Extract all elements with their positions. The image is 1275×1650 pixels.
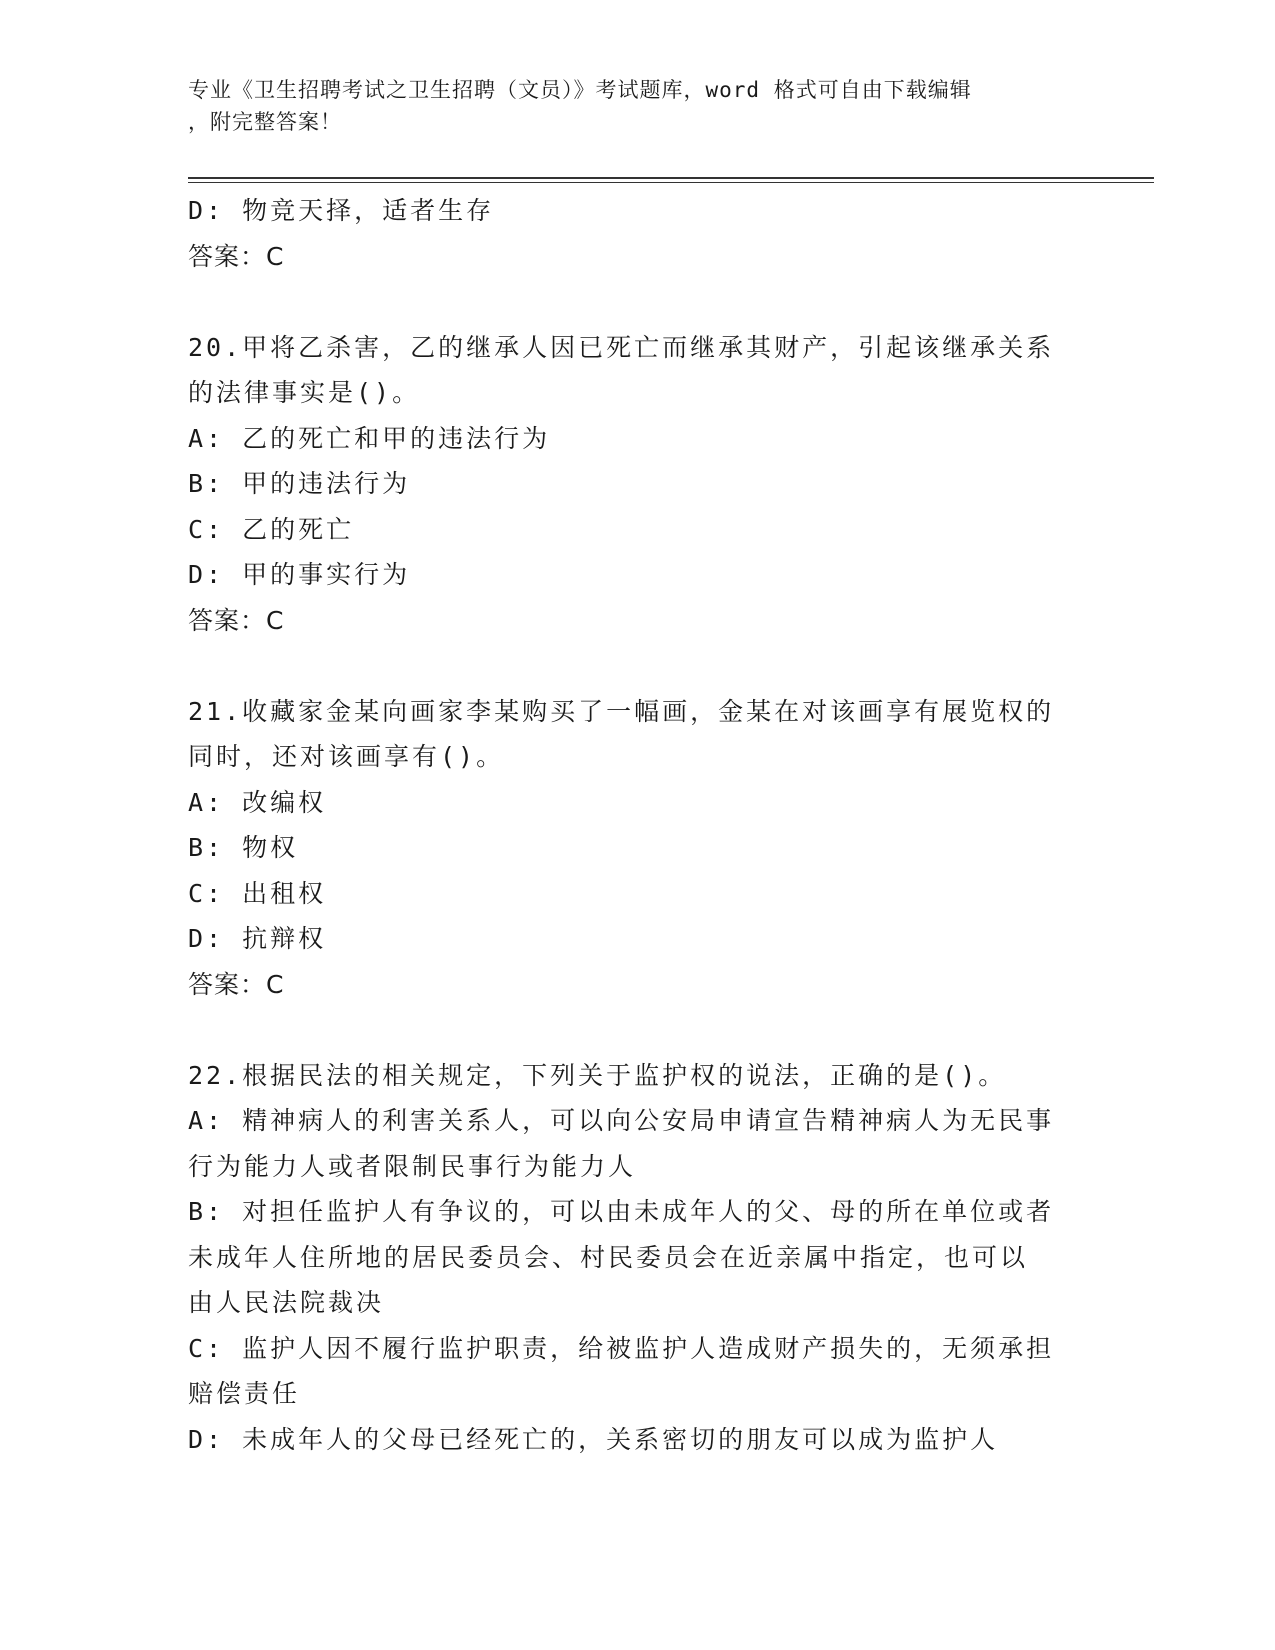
spacer: [188, 279, 1088, 325]
header-line-2: ，附完整答案！: [188, 110, 342, 134]
spacer: [188, 1007, 1088, 1053]
question-stem: 22.根据民法的相关规定，下列关于监护权的说法，正确的是()。: [188, 1060, 1007, 1090]
question-21: [188, 689, 1088, 1008]
option-b-cont: 未成年人住所地的居民委员会、村民委员会在近亲属中指定，也可以: [188, 1242, 1029, 1272]
carryover-answer: 答案：C: [188, 241, 285, 271]
carryover-option-d: D: 物竞天择，适者生存: [188, 196, 495, 225]
option-c: C: 监护人因不履行监护职责，给被监护人造成财产损失的，无须承担: [188, 1333, 1055, 1363]
option-d: D: 抗辩权: [188, 924, 327, 953]
page-header: [188, 74, 1068, 138]
question-stem: 20.甲将乙杀害，乙的继承人因已死亡而继承其财产，引起该继承关系: [188, 332, 1055, 362]
option-c: C: 出租权: [188, 878, 327, 908]
question-20: [188, 325, 1088, 644]
header-divider-thin: [188, 182, 1154, 183]
option-c: C: 乙的死亡: [188, 514, 355, 544]
option-a: A: 乙的死亡和甲的违法行为: [188, 423, 551, 453]
option-b: B: 物权: [188, 833, 299, 862]
option-c-cont: 赔偿责任: [188, 1379, 301, 1408]
question-stem: 21.收藏家金某向画家李某购买了一幅画，金某在对该画享有展览权的: [188, 696, 1055, 726]
option-d: D: 未成年人的父母已经死亡的，关系密切的朋友可以成为监护人: [188, 1424, 999, 1454]
answer: 答案：C: [188, 969, 285, 999]
option-a: A: 改编权: [188, 787, 327, 817]
option-b: B: 对担任监护人有争议的，可以由未成年人的父、母的所在单位或者: [188, 1197, 1055, 1226]
option-b-cont: 由人民法院裁决: [188, 1288, 385, 1317]
answer: 答案：C: [188, 605, 285, 635]
header-line-1: 专业《卫生招聘考试之卫生招聘（文员）》考试题库，word 格式可自由下载编辑: [188, 78, 972, 102]
option-d: D: 甲的事实行为: [188, 560, 411, 589]
question-list: [188, 188, 1088, 1462]
option-a-cont: 行为能力人或者限制民事行为能力人: [188, 1151, 637, 1181]
question-stem: 的法律事实是()。: [188, 378, 421, 407]
question-stem: 同时，还对该画享有()。: [188, 742, 505, 771]
option-a: A: 精神病人的利害关系人，可以向公安局申请宣告精神病人为无民事: [188, 1106, 1055, 1135]
question-22: [188, 1053, 1088, 1463]
spacer: [188, 643, 1088, 689]
option-b: B: 甲的违法行为: [188, 469, 411, 498]
header-divider-thick: [188, 177, 1154, 179]
